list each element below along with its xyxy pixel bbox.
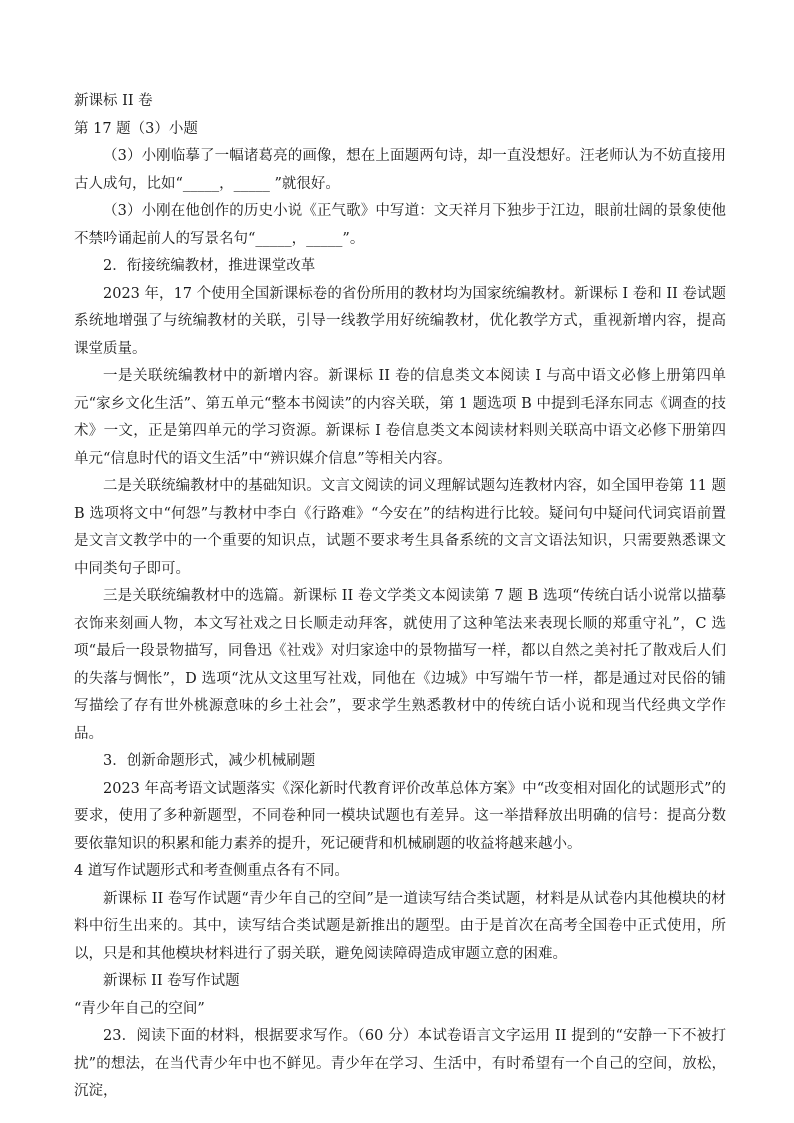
- question-label: 第 17 题（3）小题: [74, 120, 198, 137]
- body-paragraph: 新课标 II 卷写作试题“青少年自己的空间”是一道读写结合类试题，材料是从试卷内其他模块的材料中衍生出来的。其中，读写结合类试题是新推出的题型。由于是首次在高考全国卷中正式使用，所以，只是和其他模块材料进行了弱关联，避免阅读障碍造成审题立意的困难。: [74, 890, 726, 962]
- body-line: 4 道写作试题形式和考查侧重点各有不同。: [74, 863, 349, 879]
- section-heading: 3．创新命题形式，减少机械刷题: [103, 753, 316, 769]
- question-text: （3）小刚临摹了一幅诸葛亮的画像，想在上面题两句诗，却一直没想好。汪老师认为不妨直接用古人成句，比如“_____，_____ ”就很好。: [74, 148, 726, 192]
- question-text: 23．阅读下面的材料，根据要求写作。（60 分）本试卷语言文字运用 II 提到的“安静一下不被打扰”的想法，在当代青少年中也不鲜见。青少年在学习、生活中，有时希望有一个自己的空间，放松，沉淀，: [74, 1028, 726, 1099]
- body-line: 新课标 II 卷写作试题: [103, 973, 240, 989]
- question-text: （3）小刚在他创作的历史小说《正气歌》中写道：文天祥月下独步于江边，眼前壮阔的景象使他不禁吟诵起前人的写景名句“_____，_____”。: [74, 203, 726, 247]
- body-paragraph: 二是关联统编教材中的基础知识。文言文阅读的词义理解试题勾连教材内容，如全国甲卷第 11 题 B 选项将文中“何怨”与教材中李白《行路难》“今安在”的结构进行比较。疑问句中疑问代词宾语前置是文言文教学中的一个重要的知识点，试题不要求考生具备系统的文言文语法知识，只需要熟悉课文中同类句子即可。: [74, 478, 726, 577]
- section-label: 新课标 II 卷: [74, 93, 153, 109]
- body-paragraph: 2023 年，17 个使用全国新课标卷的省份所用的教材均为国家统编教材。新课标 I 卷和 II 卷试题系统地增强了与统编教材的关联，引导一线教学用好统编教材，优化教学方式，重视新增内容，提高课堂质量。: [74, 285, 726, 357]
- body-paragraph: 一是关联统编教材中的新增内容。新课标 II 卷的信息类文本阅读 I 与高中语文必修上册第四单元“家乡文化生活”、第五单元“整本书阅读”的内容关联，第 1 题选项 B 中提到毛泽东同志《调查的技术》一文，正是第四单元的学习资源。新课标 I 卷信息类文本阅读材料则关联高中语文必修下册第四单元“信息时代的语文生活”中“辨识媒介信息”等相关内容。: [74, 368, 726, 467]
- body-paragraph: 2023 年高考语文试题落实《深化新时代教育评价改革总体方案》中“改变相对固化的试题形式”的要求，使用了多种新题型，不同卷种同一模块试题也有差异。这一举措释放出明确的信号：提高分数要依靠知识的积累和能力素养的提升，死记硬背和机械刷题的收益将越来越小。: [74, 780, 726, 852]
- body-paragraph: 三是关联统编教材中的选篇。新课标 II 卷文学类文本阅读第 7 题 B 选项“传统白话小说常以描摹衣饰来刻画人物，本文写社戏之日长顺走动拜客，就使用了这种笔法来表现长顺的郑重守礼”，C 选项“最后一段景物描写，同鲁迅《社戏》对归家途中的景物描写一样，都以自然之美衬托了散戏后人们的失落与惆怅”，D 选项“沈从文这里写社戏，同他在《边城》中写端午节一样，都是通过对民俗的铺写描绘了存有世外桃源意味的乡土社会”，要求学生熟悉教材中的传统白话小说和现当代经典文学作品。: [74, 588, 726, 742]
- section-heading: 2．衔接统编教材，推进课堂改革: [103, 258, 316, 274]
- document-body: [74, 88, 726, 1106]
- essay-title: “青少年自己的空间”: [74, 1000, 205, 1017]
